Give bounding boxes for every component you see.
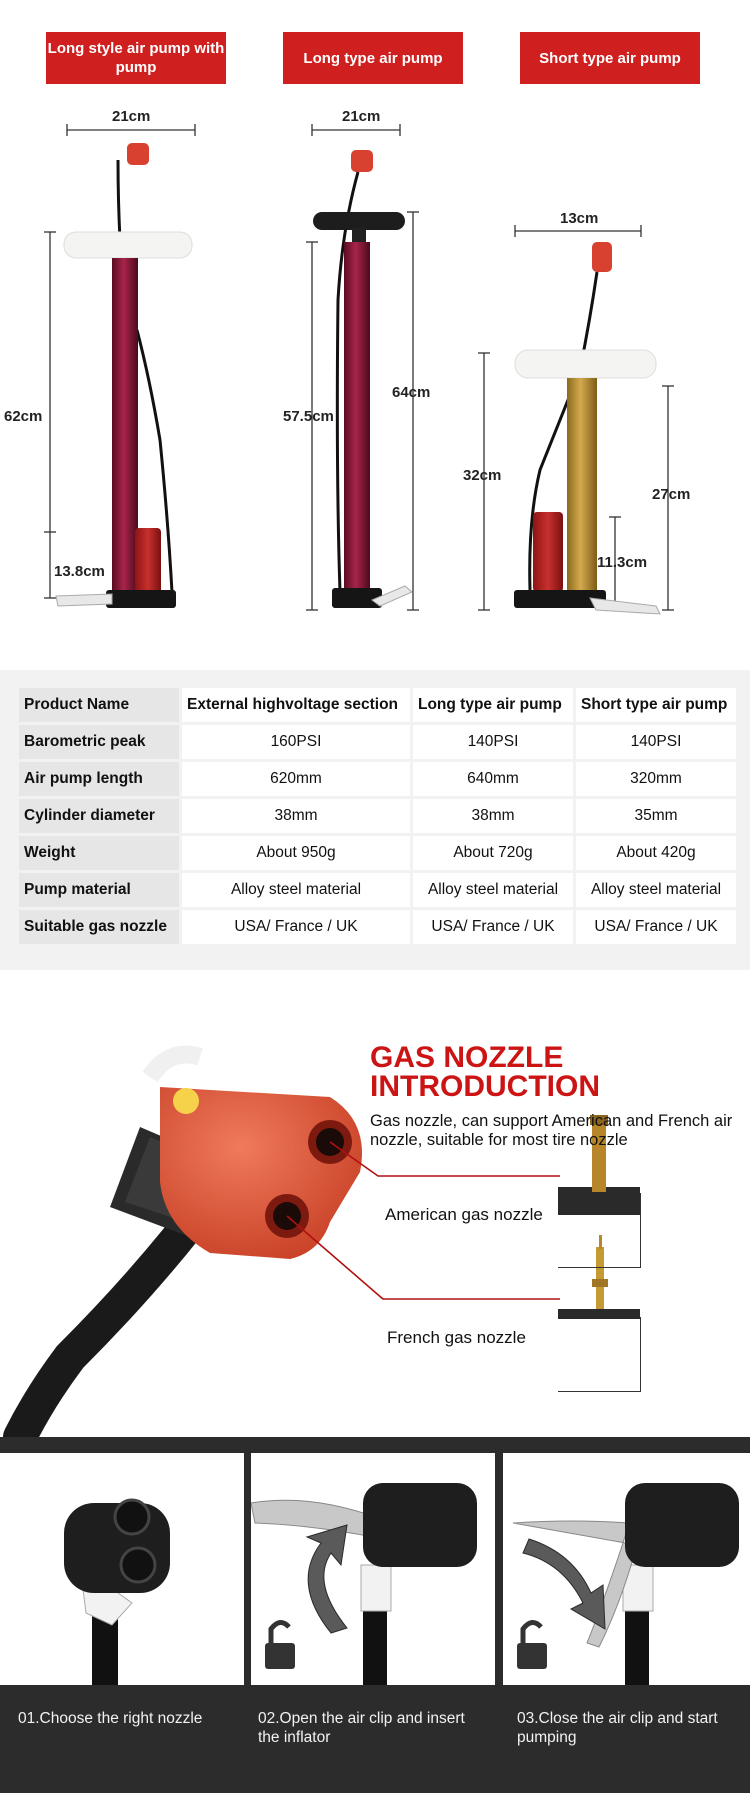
pump3-barrel-label: 11.3cm	[597, 554, 648, 571]
table-cell: 160PSI	[182, 725, 410, 759]
table-cell: Alloy steel material	[182, 873, 410, 907]
tag-long-style-pump: Long style air pump with pump	[46, 32, 226, 84]
pump3-width-label: 13cm	[560, 210, 599, 227]
french-nozzle-label: French gas nozzle	[387, 1328, 526, 1347]
table-cell: 140PSI	[413, 725, 573, 759]
spec-table-section	[0, 670, 750, 970]
row-key: Cylinder diameter	[19, 799, 179, 833]
table-cell: Alloy steel material	[413, 873, 573, 907]
table-cell: About 420g	[576, 836, 736, 870]
american-nozzle-label: American gas nozzle	[385, 1205, 543, 1224]
gas-nozzle-section	[0, 997, 750, 1437]
usage-steps-section	[0, 1437, 750, 1793]
row-key: Weight	[19, 836, 179, 870]
row-key: Barometric peak	[19, 725, 179, 759]
title-line-1: GAS NOZZLE	[370, 1041, 564, 1074]
step-3-label: 03.Close the air clip and start pumping	[517, 1710, 718, 1746]
step-1-label: 01.Choose the right nozzle	[18, 1710, 203, 1727]
table-row	[19, 725, 736, 759]
pump3-right-height-label: 27cm	[652, 486, 691, 503]
tag-short-type-pump: Short type air pump	[520, 32, 700, 84]
header-cell: External highvoltage section	[182, 688, 410, 722]
spec-table	[16, 685, 739, 947]
gas-nozzle-description: Gas nozzle, can support American and French air nozzle, suitable for most tire nozzle	[370, 1112, 733, 1149]
table-cell: 38mm	[413, 799, 573, 833]
table-cell: Alloy steel material	[576, 873, 736, 907]
table-row	[19, 873, 736, 907]
unlock-icon	[517, 1622, 547, 1669]
header-cell: Short type air pump	[576, 688, 736, 722]
french-valve-box	[558, 1317, 641, 1392]
table-cell: 140PSI	[576, 725, 736, 759]
american-valve-box	[558, 1193, 641, 1268]
row-key: Pump material	[19, 873, 179, 907]
table-cell: USA/ France / UK	[576, 910, 736, 944]
unlock-icon	[265, 1622, 295, 1669]
table-cell: About 950g	[182, 836, 410, 870]
spec-table-header	[19, 688, 736, 722]
close-clip-image	[503, 1453, 750, 1685]
step-1-panel	[0, 1453, 244, 1685]
row-key: Suitable gas nozzle	[19, 910, 179, 944]
step-3-panel	[503, 1453, 750, 1685]
pump1-width-label: 21cm	[112, 108, 151, 125]
tag-long-type-pump: Long type air pump	[283, 32, 463, 84]
table-cell: USA/ France / UK	[182, 910, 410, 944]
pump-long-type-image	[313, 150, 412, 608]
pump2-width-label: 21cm	[342, 108, 381, 125]
table-row	[19, 762, 736, 796]
pump-variants-section	[0, 0, 750, 670]
pump2-height-label: 64cm	[392, 384, 431, 401]
pump1-height-label: 62cm	[4, 408, 43, 425]
title-line-2: INTRODUCTION	[370, 1070, 600, 1103]
table-cell: About 720g	[413, 836, 573, 870]
table-cell: 320mm	[576, 762, 736, 796]
table-row	[19, 836, 736, 870]
row-key: Air pump length	[19, 762, 179, 796]
pump1-barrel-label: 13.8cm	[54, 563, 105, 580]
nozzle-black-image	[0, 1453, 244, 1685]
table-cell: 620mm	[182, 762, 410, 796]
table-cell: USA/ France / UK	[413, 910, 573, 944]
table-row	[19, 799, 736, 833]
table-cell: 640mm	[413, 762, 573, 796]
step-2-label: 02.Open the air clip and insert the inflator	[258, 1710, 465, 1746]
header-cell: Long type air pump	[413, 688, 573, 722]
pump3-height-label: 32cm	[463, 467, 502, 484]
header-cell: Product Name	[19, 688, 179, 722]
open-clip-image	[251, 1453, 495, 1685]
gas-nozzle-title	[370, 1043, 600, 1101]
pump2-inner-height-label: 57.5cm	[283, 408, 334, 425]
table-cell: 35mm	[576, 799, 736, 833]
table-cell: 38mm	[182, 799, 410, 833]
step-2-panel	[251, 1453, 495, 1685]
pump-long-style-image	[56, 143, 192, 608]
table-row	[19, 910, 736, 944]
